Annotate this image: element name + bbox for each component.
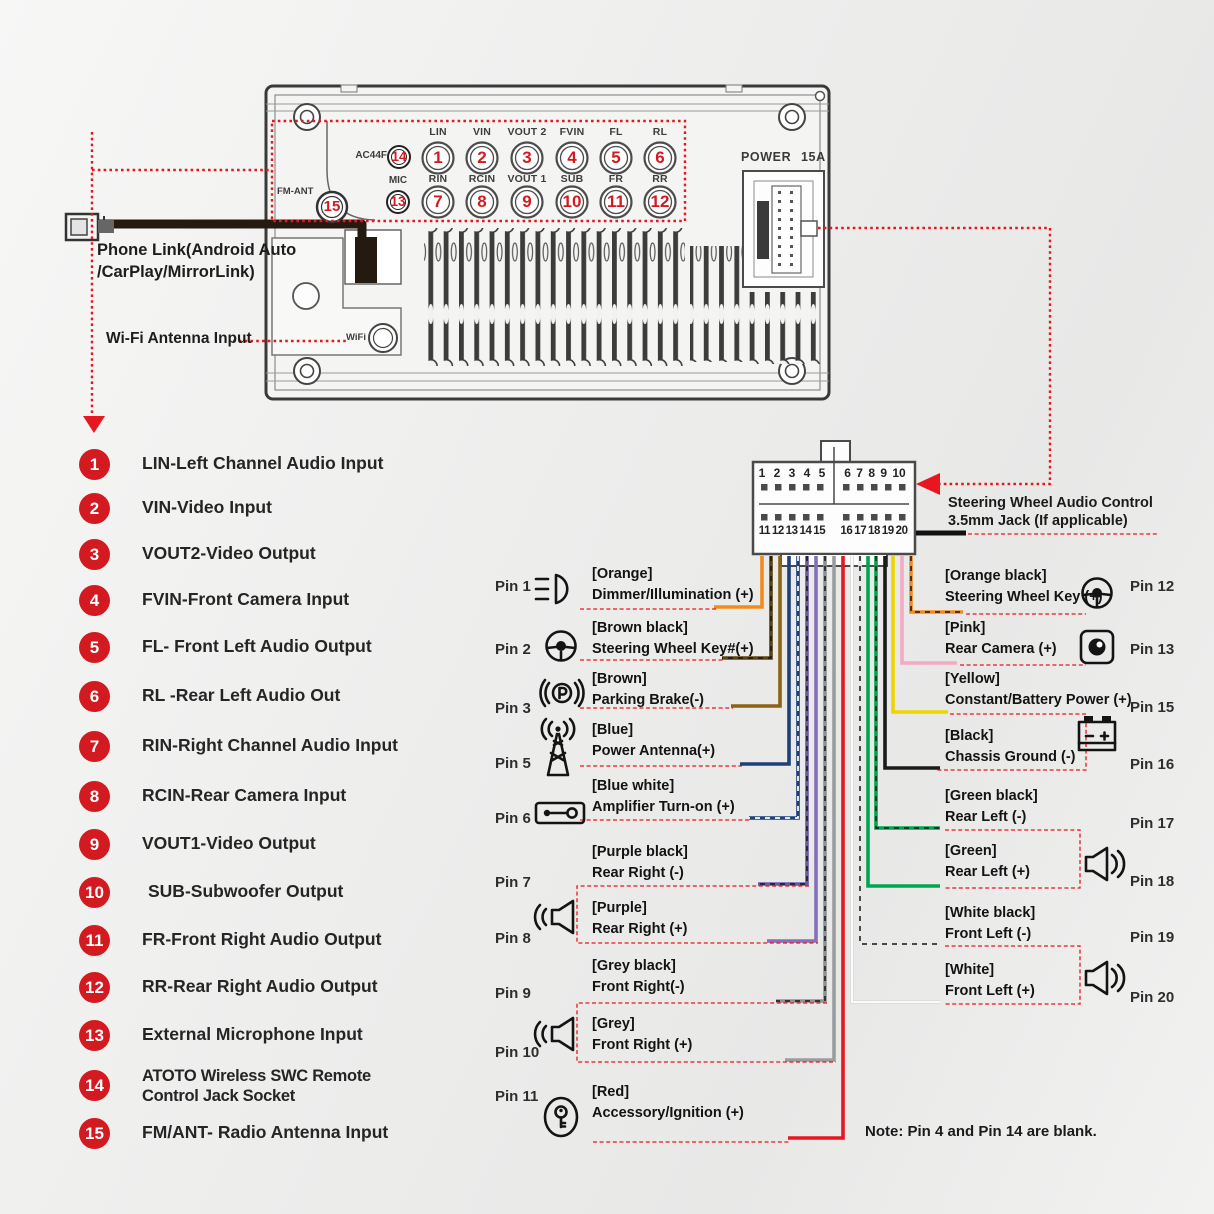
wifi-antenna-label: Wi-Fi Antenna Input	[106, 330, 252, 347]
fm-ant-number: 15	[323, 198, 341, 215]
pin5-color-tag: [Blue]	[592, 722, 634, 738]
wire-white	[852, 556, 940, 1002]
amplifier-icon	[536, 803, 584, 823]
jack-num-2: 2	[477, 148, 487, 167]
jack-num-3: 3	[522, 148, 532, 167]
pin11-text	[592, 1082, 744, 1124]
wire-green	[868, 556, 940, 886]
pin11-color-tag: [Red]	[592, 1084, 630, 1100]
pin10-desc: Front Right (+)	[592, 1037, 693, 1053]
pin1-color-tag: [Orange]	[592, 566, 653, 582]
phone-link-line2: /CarPlay/MirrorLink)	[97, 263, 255, 281]
pin10-text	[592, 1014, 692, 1056]
legend-label-9: VOUT1-Video Output	[142, 833, 316, 853]
arrow-down-icon	[83, 416, 105, 433]
pin18-desc: Rear Left (+)	[945, 864, 1031, 880]
pin5-desc: Power Antenna(+)	[592, 743, 716, 759]
pin7-label: Pin 7	[495, 874, 531, 891]
pin5-label: Pin 5	[495, 755, 531, 772]
legend-num-4: 4	[79, 585, 110, 616]
connector-row-bottom-left: 11 12 13 14 15	[758, 525, 826, 537]
swc-label-line1: Steering Wheel Audio Control	[948, 495, 1153, 511]
ac44f-number: 14	[391, 149, 407, 164]
pin17-label: Pin 17	[1130, 815, 1175, 832]
pin6-color-tag: [Blue white]	[592, 778, 675, 794]
pin2-color-tag: [Brown black]	[592, 620, 688, 636]
steering-wheel-icon	[547, 632, 576, 661]
pin16-color-tag: [Black]	[945, 728, 994, 744]
pin10-label: Pin 10	[495, 1044, 540, 1061]
legend-label-8: RCIN-Rear Camera Input	[142, 785, 347, 805]
pin19-label: Pin 19	[1130, 929, 1175, 946]
pin5-text	[592, 720, 715, 762]
pin8-text	[592, 898, 687, 940]
jack-num-4: 4	[567, 148, 577, 167]
legend-num-14: 14	[79, 1070, 110, 1101]
pin13-color-tag: [Pink]	[945, 620, 986, 636]
power-amp-label: 15A	[801, 150, 826, 164]
usb-plug-icon	[66, 214, 114, 240]
jack-num-7: 7	[433, 192, 443, 211]
pin2-desc: Steering Wheel Key#(+)	[592, 641, 754, 657]
pin3-text	[592, 669, 704, 711]
pin12-label: Pin 12	[1130, 578, 1175, 595]
port-label-lin: LIN	[429, 126, 447, 138]
pin8-label: Pin 8	[495, 930, 531, 947]
pin20-color-tag: [White]	[945, 962, 995, 978]
pin3-color-tag: [Brown]	[592, 671, 647, 687]
legend-label-1: LIN-Left Channel Audio Input	[142, 453, 384, 473]
pin6-desc: Amplifier Turn-on (+)	[592, 799, 735, 815]
port-label-rl: RL	[652, 126, 668, 138]
legend-label-4: FVIN-Front Camera Input	[142, 589, 350, 609]
pin15-text	[945, 669, 1132, 711]
pin1-label: Pin 1	[495, 578, 531, 595]
pin3-desc: Parking Brake(-)	[592, 692, 705, 708]
mic-number: 13	[390, 194, 406, 209]
pin11-desc: Accessory/Ignition (+)	[592, 1105, 744, 1121]
port-label-vout1: VOUT 1	[507, 173, 547, 185]
pin7-color-tag: [Purple black]	[592, 844, 688, 860]
ignition-key-icon	[545, 1098, 577, 1136]
jack-num-12: 12	[650, 192, 670, 211]
pin20-desc: Front Left (+)	[945, 983, 1035, 999]
pin1-text	[592, 564, 754, 606]
legend-label-13: External Microphone Input	[142, 1024, 363, 1044]
legend-num-10: 10	[79, 877, 110, 908]
jack-num-10: 10	[562, 192, 582, 211]
pin18-text	[945, 841, 1030, 883]
connector-row-top-left: 1 2 3 4 5	[758, 466, 826, 480]
port-label-fl: FL	[609, 126, 623, 138]
pin17-text	[945, 786, 1038, 828]
legend-label-15: FM/ANT- Radio Antenna Input	[142, 1122, 389, 1142]
pin13-desc: Rear Camera (+)	[945, 641, 1057, 657]
pin19-text	[945, 903, 1035, 945]
legend-label-11: FR-Front Right Audio Output	[142, 929, 382, 949]
pin18-color-tag: [Green]	[945, 843, 997, 859]
antenna-icon	[542, 719, 574, 775]
jack-num-8: 8	[477, 192, 487, 211]
camera-icon	[1081, 631, 1113, 663]
port-label-vin: VIN	[472, 126, 492, 138]
arrow-left-icon	[916, 473, 940, 495]
speaker-icon	[1086, 962, 1124, 994]
pin13-text	[945, 618, 1057, 660]
pin9-label: Pin 9	[495, 985, 531, 1002]
pin9-text	[592, 956, 685, 998]
legend-label-7: RIN-Right Channel Audio Input	[142, 735, 398, 755]
pin6-text	[592, 776, 735, 818]
vent-slats	[424, 228, 685, 366]
pin6-label: Pin 6	[495, 810, 531, 827]
legend-num-1: 1	[79, 449, 110, 480]
power-connector	[743, 171, 824, 287]
connector-row-top-right: 6 7 8 9 10	[844, 466, 906, 480]
port-label-rin: RIN	[428, 173, 448, 185]
pin12-desc: Steering Wheel Key (+)	[945, 589, 1103, 605]
pin13-label: Pin 13	[1130, 641, 1175, 658]
legend-num-3: 3	[79, 539, 110, 570]
pin20-label: Pin 20	[1130, 989, 1175, 1006]
pin8-desc: Rear Right (+)	[592, 921, 688, 937]
legend-label-5: FL- Front Left Audio Output	[142, 636, 372, 656]
pin7-desc: Rear Right (-)	[592, 865, 684, 881]
legend-num-2: 2	[79, 493, 110, 524]
pin16-label: Pin 16	[1130, 756, 1175, 773]
legend-label-2: VIN-Video Input	[142, 497, 272, 517]
legend-num-6: 6	[79, 681, 110, 712]
ac44f-label: AC44F	[355, 150, 387, 161]
vent-slats	[690, 246, 746, 362]
port-label-sub: SUB	[560, 173, 584, 185]
pin20-text	[945, 960, 1035, 1002]
speaker-icon	[535, 1018, 573, 1050]
port-label-rr: RR	[652, 173, 668, 185]
port-label-fvin: FVIN	[559, 126, 585, 138]
parking-brake-icon	[540, 680, 583, 706]
port-label-rcin: RCIN	[468, 173, 496, 185]
port-label-vout2: VOUT 2	[507, 126, 547, 138]
legend-label-3: VOUT2-Video Output	[142, 543, 316, 563]
legend-num-9: 9	[79, 829, 110, 860]
pin10-color-tag: [Grey]	[592, 1016, 635, 1032]
harness-connector	[753, 441, 966, 566]
pin12-text	[945, 566, 1103, 608]
legend-label-14: ATOTO Wireless SWC Remote	[142, 1067, 371, 1085]
speaker-icon	[1086, 848, 1124, 880]
legend-num-11: 11	[79, 925, 110, 956]
legend-label-12: RR-Rear Right Audio Output	[142, 976, 378, 996]
mic-label: MIC	[388, 175, 408, 186]
pin15-label: Pin 15	[1130, 699, 1175, 716]
jack-num-5: 5	[611, 148, 621, 167]
connector-row-bottom-right: 16 17 18 19 20	[840, 525, 908, 537]
swc-label-line2: 3.5mm Jack (If applicable)	[948, 513, 1128, 529]
legend-label-6: RL -Rear Left Audio Out	[142, 685, 341, 705]
corner-hole	[816, 92, 825, 101]
pin9-color-tag: [Grey black]	[592, 958, 676, 974]
pin12-color-tag: [Orange black]	[945, 568, 1047, 584]
vent-slats	[748, 292, 822, 364]
speaker-icon	[535, 901, 573, 933]
pin19-color-tag: [White black]	[945, 905, 1036, 921]
pin19-desc: Front Left (-)	[945, 926, 1032, 942]
legend-num-5: 5	[79, 632, 110, 663]
pin15-color-tag: [Yellow]	[945, 671, 1000, 687]
pin15-desc: Constant/Battery Power (+)	[945, 692, 1132, 708]
jack-num-6: 6	[655, 148, 665, 167]
pin7-text	[592, 842, 688, 884]
legend-num-7: 7	[79, 731, 110, 762]
pin17-desc: Rear Left (-)	[945, 809, 1027, 825]
note-text: Note: Pin 4 and Pin 14 are blank.	[865, 1123, 1097, 1140]
battery-icon	[1079, 716, 1115, 750]
port-label-fr: FR	[608, 173, 624, 185]
legend-label-14b: Control Jack Socket	[142, 1087, 295, 1105]
legend-label-10: SUB-Subwoofer Output	[148, 881, 344, 901]
pin2-text	[592, 618, 754, 660]
power-label: POWER	[741, 150, 792, 164]
pin2-label: Pin 2	[495, 641, 531, 658]
pin11-label: Pin 11	[495, 1088, 539, 1105]
jack-num-11: 11	[607, 192, 625, 211]
jack-num-1: 1	[433, 148, 443, 167]
phone-link-line1: Phone Link(Android Auto	[97, 241, 297, 259]
pin3-label: Pin 3	[495, 700, 531, 717]
legend-num-15: 15	[79, 1118, 110, 1149]
pin8-color-tag: [Purple]	[592, 900, 647, 916]
pin1-desc: Dimmer/Illumination (+)	[592, 587, 754, 603]
jack-num-9: 9	[522, 192, 532, 211]
pin9-desc: Front Right(-)	[592, 979, 685, 995]
pin17-color-tag: [Green black]	[945, 788, 1038, 804]
headlight-icon	[536, 575, 567, 603]
legend-num-12: 12	[79, 972, 110, 1003]
pin18-label: Pin 18	[1130, 873, 1175, 890]
legend-num-8: 8	[79, 781, 110, 812]
wifi-label: WiFi	[346, 332, 366, 343]
pin16-text	[945, 726, 1076, 768]
fm-ant-label: FM-ANT	[277, 186, 314, 197]
pin16-desc: Chassis Ground (-)	[945, 749, 1076, 765]
legend-num-13: 13	[79, 1020, 110, 1051]
